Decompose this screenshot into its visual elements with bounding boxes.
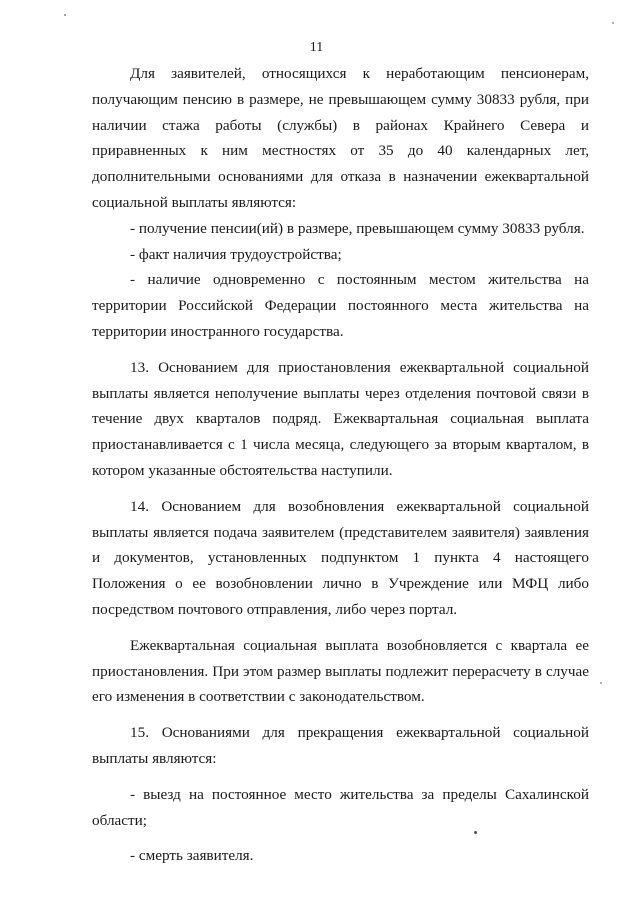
scan-speck — [612, 22, 614, 24]
list-item-employment: - факт наличия трудоустройства; — [130, 245, 342, 263]
paragraph-13: 13. Основанием для приостановления ежеквартальной социальной выплаты является неполучение выплаты через отделения почтовой связи в течение двух кварталов подряд. Ежеквартальная социальная выплата приостанавливается с 1 числа месяца, следующего за вторым кварталом, в котором указанные обстоятельства наступили. — [92, 358, 589, 479]
scan-speck — [600, 682, 602, 684]
scan-speck — [474, 831, 477, 834]
list-item-residence: - наличие одновременно с постоянным местом жительства на территории Российской Федерации постоянного места жительства на территории иностранного государства. — [92, 271, 589, 340]
paragraph-14: 14. Основанием для возобновления ежеквартальной социальной выплаты является подача заявителем (представителем заявителя) заявления и документов, установленных подпунктом 1 пункта 4 настоящего Положения о ее возобновлении лично в Учреждение или МФЦ либо посредством почтового отправления, либо через портал. — [92, 497, 589, 618]
paragraph-resumption: Ежеквартальная социальная выплата возобновляется с квартала ее приостановления. При этом размер выплаты подлежит перерасчету в случае его изменения в соответствии с законодательством. — [92, 636, 589, 706]
list-item-departure: - выезд на постоянное место жительства за пределы Сахалинской области; — [92, 785, 589, 829]
scan-speck — [64, 14, 66, 16]
list-item-death: - смерть заявителя. — [130, 847, 254, 865]
paragraph-intro: Для заявителей, относящихся к неработающим пенсионерам, получающим пенсию в размере, не превышающем сумму 30833 рубля, при наличии стажа работы (службы) в районах Крайнего Севера и приравненных к ним местностях от 35 до 40 календарных лет, дополнительными основаниями для отказа в назначении ежеквартальной социальной выплаты являются: — [92, 65, 589, 211]
document-body — [92, 61, 589, 869]
paragraph-15: 15. Основаниями для прекращения ежеквартальной социальной выплаты являются: — [92, 724, 589, 767]
list-item-pension: - получение пенсии(ий) в размере, превышающем сумму 30833 рубля. — [130, 219, 585, 237]
page-number: 11 — [309, 40, 324, 55]
